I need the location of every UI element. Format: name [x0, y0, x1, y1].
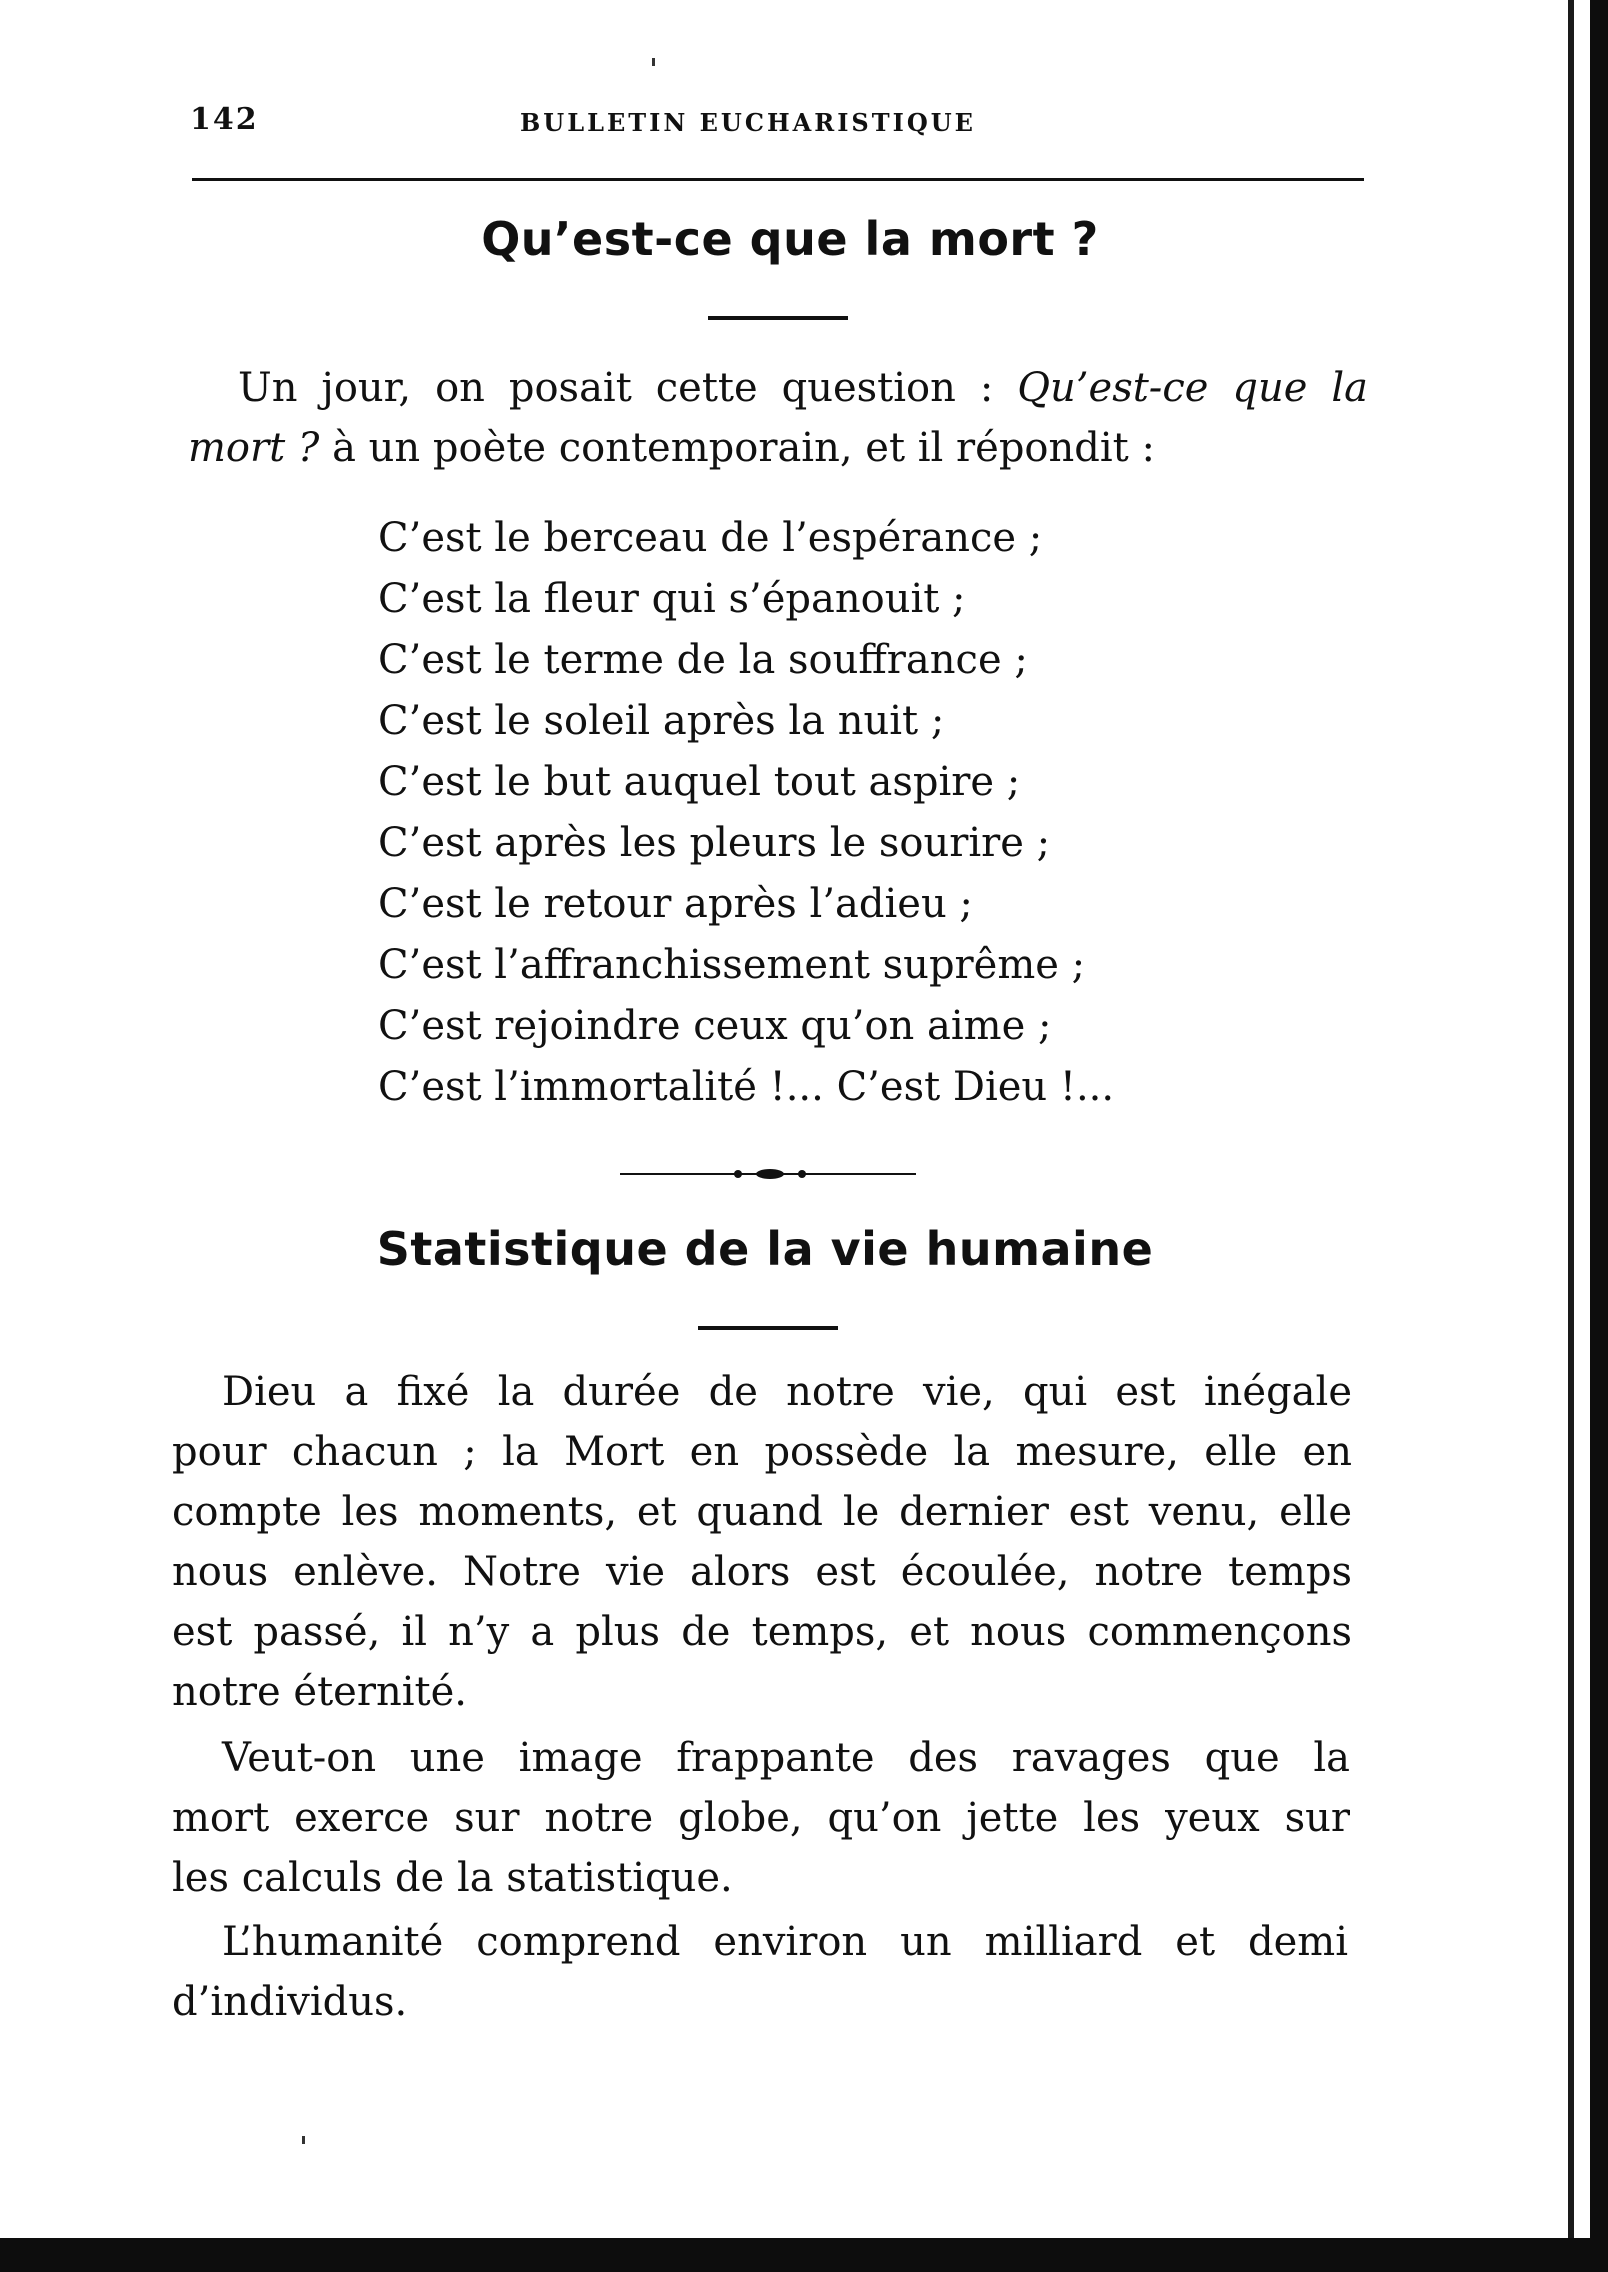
text-line: nous enlève. Notre vie alors est écoulée, notre temps	[172, 1549, 1352, 1595]
paragraph-2	[172, 1728, 1350, 1908]
scan-border-right	[1590, 0, 1608, 2272]
poem-line: C’est le but auquel tout aspire ;	[378, 759, 1021, 805]
section-title-statistics: Statistique de la vie humaine	[376, 1222, 1154, 1276]
poem-line: C’est le soleil après la nuit ;	[378, 698, 945, 744]
text-line: mort exerce sur notre globe, qu’on jette les yeux sur	[172, 1795, 1350, 1841]
text-line: notre éternité.	[172, 1669, 467, 1715]
text-line: est passé, il n’y a plus de temps, et nous commençons	[172, 1609, 1352, 1655]
intro-paragraph	[188, 358, 1368, 478]
scan-speck	[652, 58, 655, 66]
section-divider-ornament	[620, 1162, 916, 1186]
scan-border-right-inner	[1568, 0, 1574, 2272]
text-line: Veut-on une image frappante des ravages que la	[222, 1735, 1350, 1781]
scan-border-bottom	[0, 2238, 1608, 2272]
title-underline	[708, 316, 848, 320]
poem-line: C’est l’immortalité !... C’est Dieu !...	[378, 1064, 1115, 1110]
poem	[378, 508, 1114, 1118]
poem-line: C’est rejoindre ceux qu’on aime ;	[378, 1003, 1052, 1049]
poem-line: C’est le terme de la souffrance ;	[378, 637, 1028, 683]
text-line: compte les moments, et quand le dernier est venu, elle	[172, 1489, 1352, 1535]
text-line: pour chacun ; la Mort en possède la mesure, elle en	[172, 1429, 1352, 1475]
title-underline	[698, 1326, 838, 1330]
header-rule	[192, 178, 1364, 181]
poem-line: C’est après les pleurs le sourire ;	[378, 820, 1051, 866]
scan-speck	[302, 2136, 305, 2144]
paragraph-1	[172, 1362, 1352, 1722]
text-line: les calculs de la statistique.	[172, 1855, 733, 1901]
poem-line: C’est la fleur qui s’épanouit ;	[378, 576, 966, 622]
text-line: d’individus.	[172, 1979, 408, 2025]
poem-line: C’est le berceau de l’espérance ;	[378, 515, 1043, 561]
running-title: BULLETIN EUCHARISTIQUE	[520, 108, 976, 137]
text-line: L’humanité comprend environ un milliard et demi	[222, 1919, 1348, 1965]
poem-line: C’est le retour après l’adieu ;	[378, 881, 973, 927]
page-number: 142	[190, 102, 259, 137]
section-title-death: Qu’est-ce que la mort ?	[481, 212, 1099, 266]
intro-line-1: Un jour, on posait cette question : Qu’est-ce que la	[238, 365, 1368, 411]
paragraph-3	[172, 1912, 1348, 2032]
poem-line: C’est l’affranchissement suprême ;	[378, 942, 1086, 988]
intro-line-2: mort ? à un poète contemporain, et il répondit :	[188, 425, 1155, 471]
text-line: Dieu a fixé la durée de notre vie, qui est inégale	[222, 1369, 1352, 1415]
